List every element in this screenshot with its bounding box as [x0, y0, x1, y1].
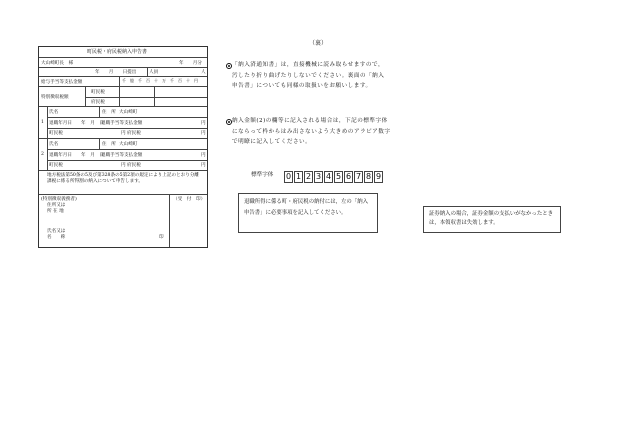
block2-name-label: 氏名	[49, 142, 59, 147]
seal-mark: 印	[159, 235, 164, 240]
year-month-field[interactable]: 年 月分	[179, 61, 202, 66]
tax-return-form	[38, 46, 208, 248]
addressee: 大山崎町長 様	[41, 61, 74, 66]
payer-label: (特別徴収義務者)	[41, 197, 77, 202]
block2-number: 2	[41, 152, 44, 157]
digit-5: 5	[335, 172, 342, 181]
person-unit: 人	[201, 70, 206, 75]
block2-retire-date[interactable]: 年 月 日	[81, 153, 104, 158]
digit-9: 9	[375, 172, 382, 181]
block2-pref-tax: 府民税	[127, 163, 141, 168]
block2-town-tax: 町民税	[49, 163, 63, 168]
block1-address-value: 大山崎町	[119, 110, 138, 115]
special-tax-label: 特別徴収税額	[41, 95, 69, 100]
payer-name[interactable]: 氏名又は 名 称	[47, 229, 66, 240]
block2-address-value: 大山崎町	[119, 142, 138, 147]
block2-town-yen: 円	[121, 163, 126, 168]
retirement-note-box: 退職所得に係る町・府民税の納付には，左の「納入申告書」に必要事項を記入してください。	[238, 193, 378, 233]
block1-yen: 円	[201, 121, 206, 126]
block2-retire-label: 退職年月日	[49, 153, 72, 158]
back-label: （裏）	[309, 40, 328, 47]
digit-1: 1	[295, 172, 302, 181]
block1-retire-pay-label: 退職手当等支払金額	[101, 121, 143, 126]
form-title: 町民税・府民税納入申告書	[87, 49, 148, 55]
amount-label: 給与手当等支払金額	[41, 80, 83, 85]
town-tax-label: 町民税	[91, 90, 105, 95]
digit-4: 4	[325, 172, 332, 181]
note-2: 納入金額(2)の欄等に記入される場合は，下記の標準字体にならって枠からはみ出さないよう大きめのアラビア数字で明瞭に記入してください。	[232, 118, 391, 146]
digit-6: 6	[345, 172, 352, 181]
block2-yen: 円	[201, 153, 206, 158]
securities-note-box: 証券納入の場合，証券金額の支払いがなかったときは，本領収書は失効します。	[423, 206, 561, 233]
payer-address[interactable]: 住所又は 所 在 地	[47, 203, 66, 214]
amount-digit-header: 千 億 千 百 十 万 千 百 十 円	[122, 78, 198, 83]
block1-pref-yen: 円	[201, 131, 206, 136]
block1-retire-date[interactable]: 年 月 日	[81, 121, 104, 126]
standard-font-label: 標準字体	[251, 172, 274, 178]
block2-address-label: 住 所	[102, 142, 116, 147]
block1-name-label: 氏名	[49, 110, 59, 115]
block1-address-label: 住 所	[102, 110, 116, 115]
digit-0: 0	[285, 172, 292, 181]
block2-pref-yen: 円	[201, 163, 206, 168]
block1-retire-label: 退職年月日	[49, 121, 72, 126]
digit-8: 8	[365, 172, 372, 181]
submit-date-field[interactable]: 年 月 日提出	[95, 70, 137, 75]
note-1: 「納入済通知書」は，直接機械に読み取らせますので，汚したり折り曲げたりしないでください。裏面の「納入申告書」についても同様の取扱いをお願いします。	[232, 62, 385, 90]
digit-7: 7	[355, 172, 362, 181]
digit-2: 2	[305, 172, 312, 181]
block1-town-tax: 町民税	[49, 131, 63, 136]
block2-retire-pay-label: 退職手当等支払金額	[101, 153, 143, 158]
digit-3: 3	[315, 172, 322, 181]
block1-pref-tax: 府民税	[127, 131, 141, 136]
pref-tax-label: 府民税	[91, 100, 105, 105]
receipt-stamp-label: （受 付 印）	[173, 197, 206, 202]
block1-number: 1	[41, 120, 44, 125]
standard-digits	[284, 164, 384, 183]
legal-footnote: 地方税法第50条の5及び第328条の5第2項の規定により上記のとおり分離課税に係る所得割の納入について申告します。	[47, 173, 200, 185]
person-count-label: 人員	[149, 70, 159, 75]
block1-town-yen: 円	[121, 131, 126, 136]
